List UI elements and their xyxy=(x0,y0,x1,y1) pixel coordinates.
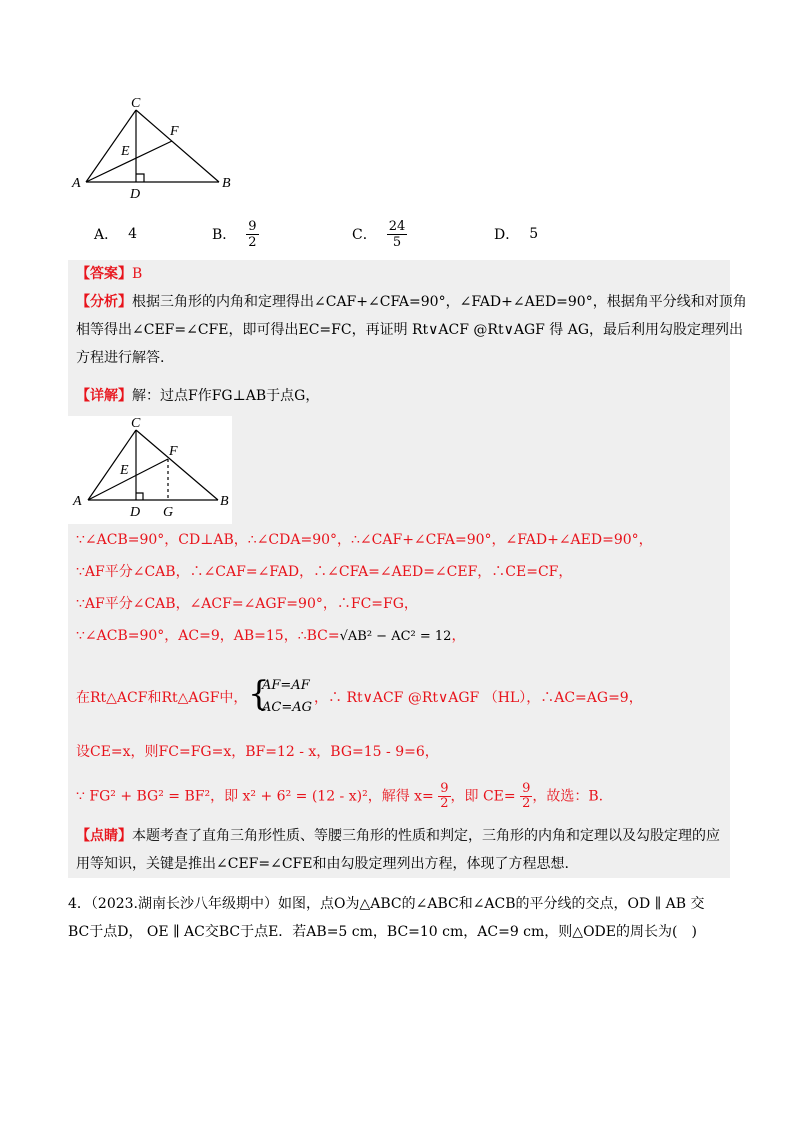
option-a-label: A． xyxy=(94,227,119,243)
detail-intro-line xyxy=(76,386,724,406)
answer-line xyxy=(76,264,724,284)
comment-line-1 xyxy=(76,826,724,846)
right-angle-mark xyxy=(136,174,144,182)
detail-step-7b: ，即 CE= xyxy=(450,788,516,805)
analysis-line-2: 相等得出∠CEF=∠CFE，即可得出EC=FC，再证明 Rt∨ACF @Rt∨AGF 得 AG，最后利用勾股定理列出 xyxy=(76,322,744,338)
option-c-denominator: 5 xyxy=(392,234,402,250)
triangle-figure-2 xyxy=(68,416,232,524)
right-angle-mark-2 xyxy=(136,493,143,500)
system-brace: { xyxy=(248,674,270,714)
label-b: B xyxy=(222,176,231,191)
answer-options xyxy=(94,212,714,256)
option-a[interactable] xyxy=(94,212,137,256)
sqrt-expression: √AB² − AC² = 12 xyxy=(339,629,452,644)
solution-fraction-x xyxy=(438,782,450,811)
detail-step-5-post: ，∴ Rt∨ACF @Rt∨AGF （HL），∴AC=AG=9， xyxy=(314,690,643,706)
detail-step-6: 设CE=x，则FC=FG=x，BF=12 - x，BG=15 - 9=6， xyxy=(76,744,439,760)
label-d: D xyxy=(130,187,141,202)
option-d-label: D． xyxy=(494,227,520,243)
detail-step-1: ∵∠ACB=90°，CD⊥AB，∴∠CDA=90°，∴∠CAF+∠CFA=90°，∠FAD+∠AED=90°， xyxy=(76,532,653,548)
option-a-value: 4 xyxy=(128,226,138,242)
detail-step-7 xyxy=(76,772,724,810)
question-4-line-2: BC于点D， OE ∥ AC交BC于点E．若AB=5 cm，BC=10 cm，AC=9 cm，则△ODE的周长为( ) xyxy=(68,924,697,940)
comment-text-1: 本题考查了直角三角形性质、等腰三角形的性质和判定，三角形的内角和定理以及勾股定理的应 xyxy=(132,828,720,844)
system-equation-1: AF=AF xyxy=(262,678,310,693)
label-c: C xyxy=(131,96,141,111)
question-4-line-1: 4．（2023.湖南长沙八年级期中）如图，点O为△ABC的∠ABC和∠ACB的平分线的交点，OD ∥ AB 交 xyxy=(68,896,705,912)
segment-cb-2 xyxy=(136,430,218,500)
label-g-2: G xyxy=(163,505,174,520)
label-b-2: B xyxy=(220,494,229,509)
option-b-numerator: 9 xyxy=(248,218,257,234)
analysis-tag: 【分析】 xyxy=(76,294,132,310)
detail-step-4c: ， xyxy=(451,628,466,644)
detail-step-7c: ，故选：B. xyxy=(532,788,604,805)
detail-tag: 【详解】 xyxy=(76,388,132,404)
answer-tag: 【答案】 xyxy=(76,266,132,282)
solution-box xyxy=(68,260,747,878)
segment-cb xyxy=(136,110,219,182)
fraction-ce-num: 9 xyxy=(522,781,531,796)
comment-tag: 【点睛】 xyxy=(76,828,132,844)
segment-ac-2 xyxy=(88,430,136,500)
detail-step-3: ∵AF平分∠CAB，∠ACF=∠AGF=90°，∴FC=FG， xyxy=(76,596,418,612)
label-d-2: D xyxy=(130,505,141,520)
option-b[interactable] xyxy=(212,212,259,256)
label-e-2: E xyxy=(120,463,129,478)
label-a-2: A xyxy=(73,494,82,509)
fraction-x-num: 9 xyxy=(440,781,449,796)
option-c[interactable] xyxy=(352,212,407,256)
triangle-figure-1-svg xyxy=(66,92,246,204)
triangle-figure-2-svg xyxy=(68,416,232,524)
option-d-value: 5 xyxy=(529,226,539,242)
label-c-2: C xyxy=(131,416,141,431)
detail-step-2: ∵AF平分∠CAB，∴∠CAF=∠FAD，∴∠CFA=∠AED=∠CEF，∴CE=CF， xyxy=(76,564,573,580)
option-b-fraction xyxy=(246,219,258,250)
solution-fraction-ce xyxy=(520,782,532,811)
label-a: A xyxy=(72,176,81,191)
option-b-denominator: 2 xyxy=(248,234,257,250)
label-e: E xyxy=(121,144,130,159)
fraction-ce-den: 2 xyxy=(522,796,531,811)
triangle-figure-1 xyxy=(66,92,246,204)
detail-step-5 xyxy=(76,674,724,722)
fraction-x-den: 2 xyxy=(440,796,449,811)
answer-value: B xyxy=(132,266,143,282)
detail-step-5-pre: 在Rt△ACF和Rt△AGF中， xyxy=(76,690,248,706)
option-b-label: B． xyxy=(212,227,237,243)
detail-step-4a: ∵∠ACB=90°，AC=9，AB=15，∴BC= xyxy=(76,628,340,644)
detail-intro: 解：过点F作FG⊥AB于点G， xyxy=(132,388,320,404)
detail-step-7a: ∵ FG² + BG² = BF²，即 x² + 6² = (12 - x)²，解得 x= xyxy=(76,788,434,805)
option-c-label: C． xyxy=(352,227,377,243)
system-equation-2: AC=AG xyxy=(262,700,313,715)
detail-step-7-row xyxy=(76,782,603,811)
analysis-text-1: 根据三角形的内角和定理得出∠CAF+∠CFA=90°，∠FAD+∠AED=90°，根据角平分线和对顶角 xyxy=(132,294,747,310)
label-f: F xyxy=(170,124,179,139)
analysis-line-1 xyxy=(76,292,747,312)
detail-step-4 xyxy=(76,626,724,647)
analysis-line-3: 方程进行解答. xyxy=(76,350,165,366)
option-c-numerator: 24 xyxy=(388,218,406,234)
label-f-2: F xyxy=(169,444,178,459)
option-c-fraction xyxy=(387,219,408,250)
option-d[interactable] xyxy=(494,212,538,256)
comment-line-2: 用等知识，关键是推出∠CEF=∠CFE和由勾股定理列出方程，体现了方程思想. xyxy=(76,856,569,872)
